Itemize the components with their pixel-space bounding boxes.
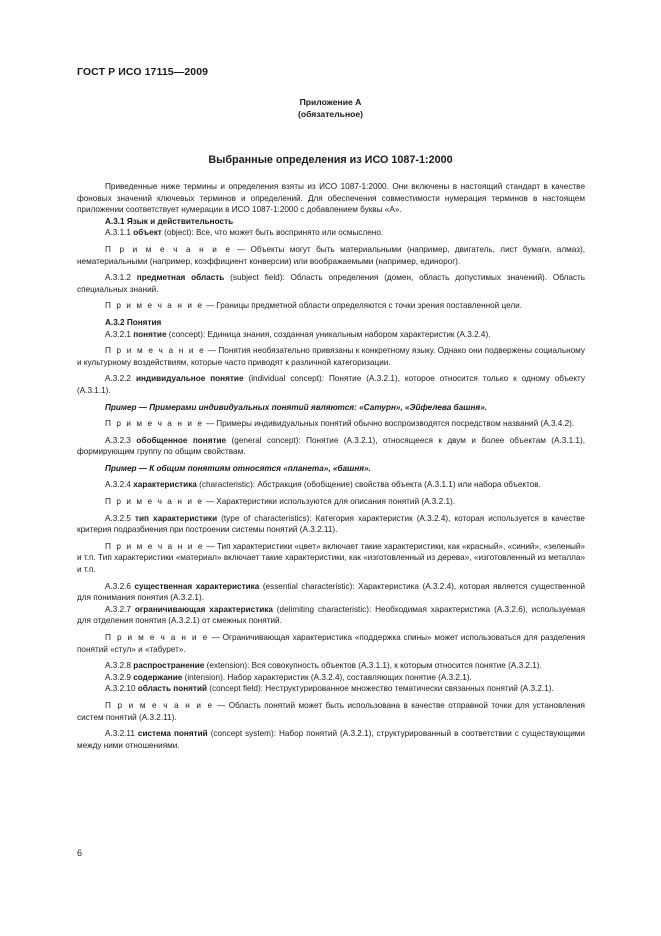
term: область понятий — [137, 684, 208, 694]
term: содержание — [133, 672, 183, 682]
intro-paragraph: Приведенные ниже термины и определения взяты из ИСО 1087-1:2000. Они включены в настоящий стандарт в качестве фоновых значений ключевых терминов и определений. Для обеспечения совместимости нумерация терминов в настоящем приложении соответствует нумерации в ИСО 1087-1:2000 с добавлением буквы «А». — [77, 182, 585, 215]
term: объект — [133, 228, 162, 238]
section-heading-a31: А.3.1 Язык и действительность — [105, 216, 234, 226]
page-number: 6 — [77, 848, 83, 858]
note-paragraph: П р и м е ч а н и е — Примеры индивидуальных понятий обычно воспроизводятся посредством названий (А.3.4.2). — [105, 419, 575, 429]
term: распространение — [133, 661, 205, 671]
note-paragraph: П р и м е ч а н и е — Объекты могут быть материальными (например, двигатель, лист бумаги, алмаз), нематериальными (например, коэффициент конверсии) или воображаемыми (например, единорог). — [77, 244, 585, 266]
definition-a311: А.3.1.1 объект (object): Все, что может быть воспринято или осмыслено. — [105, 228, 384, 238]
document-body — [77, 181, 585, 751]
annex-title: Приложение А — [299, 97, 362, 107]
term: характеристика — [133, 480, 197, 490]
definition-a329: А.3.2.9 содержание (intension). Набор характеристик (А.3.2.4), составляющих понятие (А.3.2.1). — [105, 672, 472, 682]
note-paragraph: П р и м е ч а н и е — Характеристики используются для описания понятий (А.3.2.1). — [105, 497, 456, 507]
annex-subtitle: (обязательное) — [297, 108, 364, 119]
definition-a323: А.3.2.3 обобщенное понятие (general concept): Понятие (А.3.2.1), относящееся к двум и более объектам (А.3.1.1), формирующим группу по общим свойствам. — [77, 435, 585, 457]
note-paragraph: П р и м е ч а н и е — Ограничивающая характеристика «поддержка спины» может использоваться для разделения понятий «стул» и «табурет». — [77, 633, 585, 654]
section-heading-a32: А.3.2 Понятия — [105, 317, 162, 327]
note-paragraph: П р и м е ч а н и е — Область понятий может быть использована в качестве отправной точки для установления систем понятий (А.3.2.11). — [77, 700, 585, 722]
term: предметная область — [136, 273, 225, 283]
term: ограничивающая характеристика — [134, 604, 273, 614]
section-title: Выбранные определения из ИСО 1087-1:2000 — [208, 154, 453, 166]
example-paragraph: Пример — Примерами индивидуальных понятий являются: «Сатурн», «Эйфелева башня». — [105, 402, 488, 412]
definition-a3211: А.3.2.11 система понятий (concept system): Набор понятий (А.3.2.1), структурированный в соответствии с существующими между ними отношениями. — [77, 729, 586, 750]
definition-a325: А.3.2.5 тип характеристики (type of characteristics): Категория характеристик (А.3.2.4), которая используется в качестве критерия подразбиения при построении системы понятий (А.3.2.11). — [77, 513, 585, 535]
definition-a3210: А.3.2.10 область понятий (concept field): Неструктурированное множество тематически связанных понятий (А.3.2.1). — [105, 684, 554, 694]
annex-heading — [0, 97, 661, 120]
definition-a312: А.3.1.2 предметная область (subject field): Область определения (домен, область допустимых значений). Область специальных знаний. — [77, 273, 585, 294]
definition-a326: А.3.2.6 существенная характеристика (essential characteristic): Характеристика (А.3.2.4), которая является существенной для понимания понятия (А.3.2.1). — [77, 581, 585, 603]
term: существенная характеристика — [134, 581, 260, 591]
term: обобщенное понятие — [136, 435, 227, 445]
note-paragraph: П р и м е ч а н и е — Понятия необязательно привязаны к конкретному языку. Однако они подвержены социальному и культурному воздействиям, которые часто приводят к различной категоризации. — [77, 346, 585, 367]
definition-a327: А.3.2.7 ограничивающая характеристика (delimiting characteristic): Необходимая характеристика (А.3.2.6), используемая для отделения понятия (А.3.2.1) от смежных понятий. — [77, 604, 586, 626]
definition-a324: А.3.2.4 характеристика (characteristic): Абстракция (обобщение) свойства объекта (А.3.1.1) или набора объектов. — [105, 480, 541, 490]
example-paragraph: Пример — К общим понятиям относятся «планета», «башня». — [105, 463, 371, 473]
term: тип характеристики — [135, 513, 218, 523]
term: понятие — [133, 329, 167, 339]
definition-a328: А.3.2.8 распространение (extension): Вся совокупность объектов (А.3.1.1), к которым относится понятие (А.3.2.1). — [105, 661, 542, 671]
definition-a321: А.3.2.1 понятие (concept): Единица знания, созданная уникальным набором характеристик (А.3.2.4). — [105, 329, 491, 339]
document-id-header: ГОСТ Р ИСО 17115—2009 — [77, 66, 209, 78]
note-paragraph: П р и м е ч а н и е — Границы предметной области определяются с точки зрения поставленной цели. — [105, 301, 523, 311]
note-paragraph: П р и м е ч а н и е — Тип характеристики «цвет» включает такие характеристики, как «красный», «синий», «зеленый» и т.п. Тип характеристики «материал» включает такие характеристики, как «изготовленный из дерева», «изготовленный из металла» и т.п. — [77, 541, 585, 575]
definition-a322: А.3.2.2 индивидуальное понятие (individual concept): Понятие (А.3.2.1), которое относится только к одному объекту (А.3.1.1). — [77, 374, 585, 395]
term: система понятий — [137, 729, 208, 739]
term: индивидуальное понятие — [135, 374, 244, 384]
